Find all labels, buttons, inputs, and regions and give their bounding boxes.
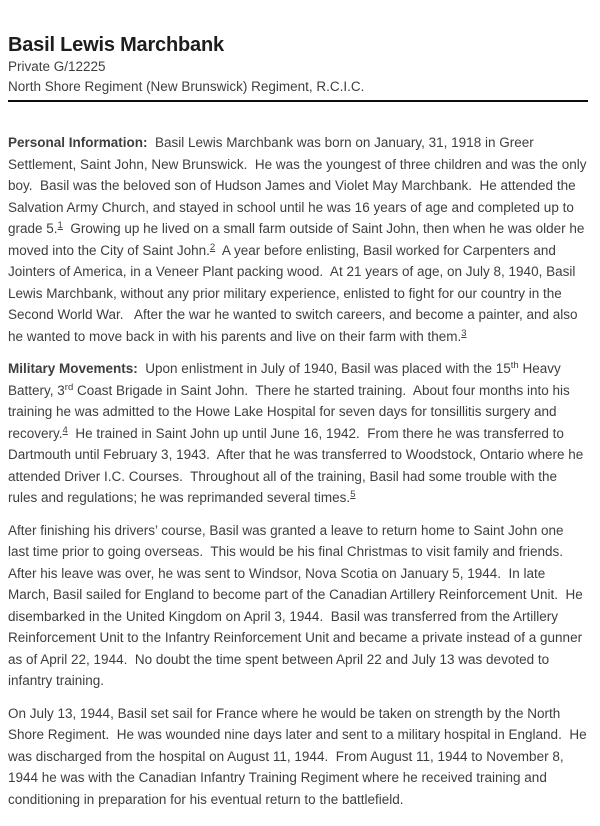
document-header — [8, 33, 588, 102]
body-text: A year before enlisting, Basil worked for Carpenters and Jointers of America, in a Veneer Plant packing wood. At 21 years of age, on July 8, 1940, Basil Lewis Marchbank, without any prior military experience, enlisted to fight for our country in the Second World War. After the war he wanted to switch careers, and become a painter, and also he wanted to move back in with his parents and live on their farm with them. — [8, 242, 582, 344]
personal-information-paragraph — [8, 132, 591, 347]
body-text: Growing up he lived on a small farm outside of Saint John, then when he was older he moved into the City of Saint John. — [8, 221, 589, 258]
footnote-ref-2[interactable]: 2 — [209, 241, 216, 253]
body-text: He trained in Saint John up until June 16, 1942. From there he was transferred to Dartmouth until February 3, 1943. After that he was transferred to Woodstock, Ontario where he attended Driver I.C. Courses. Throughout all of the training, Basil had some trouble with the rules and regulations; he was reprimanded several times. — [8, 425, 588, 505]
overseas-deployment-paragraph: After finishing his drivers’ course, Basil was granted a leave to return home to Saint John one last time prior to going overseas. This would be his final Christmas to visit family and friends. After his leave was over, he was sent to Windsor, Nova Scotia on January 5, 1944. In late March, Basil sailed for England to become part of the Canadian Artillery Reinforcement Unit. He disembarked in the United Kingdom on April 3, 1944. Basil was transferred from the Artillery Reinforcement Unit to the Infantry Reinforcement Unit and became a private instead of a gunner as of April 22, 1944. No doubt the time spent between April 22 and July 13 was devoted to infantry training. — [8, 522, 587, 688]
body-text: Upon enlistment in July of 1940, Basil was placed with the 15 — [137, 361, 511, 376]
military-movements-label: Military Movements: — [8, 361, 138, 376]
ordinal-suffix-th: th — [510, 360, 519, 372]
footnote-ref-5[interactable]: 5 — [350, 489, 356, 501]
body-text: Basil Lewis Marchbank was born on January, 31, 1918 in Greer Settlement, Saint John, New Brunswick. He was the youngest of three children and was the only boy. Basil was the beloved son of Hudson James and Violet May Marchbank. He attended the Salvation Army Church, and stayed in school until he was 16 years of age and completed up to grade 5. — [8, 135, 591, 236]
personal-information-label: Personal Information: — [8, 135, 148, 150]
france-service-paragraph: On July 13, 1944, Basil set sail for France where he would be taken on strength by the North Shore Regiment. He was wounded nine days later and sent to a military hospital in England. He was discharged from the hospital on August 11, 1944. From August 11, 1944 to November 8, 1944 he was with the Canadian Infantry Training Regiment where he received training and conditioning in preparation for his eventual return to the battlefield. — [8, 705, 591, 807]
footnote-ref-4[interactable]: 4 — [62, 424, 68, 436]
footnote-ref-1[interactable]: 1 — [57, 220, 63, 232]
header-rule — [8, 100, 588, 102]
regiment-name: North Shore Regiment (New Brunswick) Regiment, R.C.I.C. — [8, 79, 365, 94]
military-movements-paragraph — [8, 358, 588, 509]
document-title: Basil Lewis Marchbank — [8, 34, 224, 56]
body-text: Coast Brigade in Saint John. There he started training. About four months into his training he was admitted to the Howe Lake Hospital for seven days for tonsillitis surgery and recovery. — [8, 382, 574, 441]
ordinal-suffix-rd: rd — [64, 381, 74, 393]
service-rank-number: Private G/12225 — [8, 59, 106, 74]
body-text: Heavy Battery, 3 — [8, 361, 565, 398]
footnote-ref-3[interactable]: 3 — [461, 327, 467, 339]
